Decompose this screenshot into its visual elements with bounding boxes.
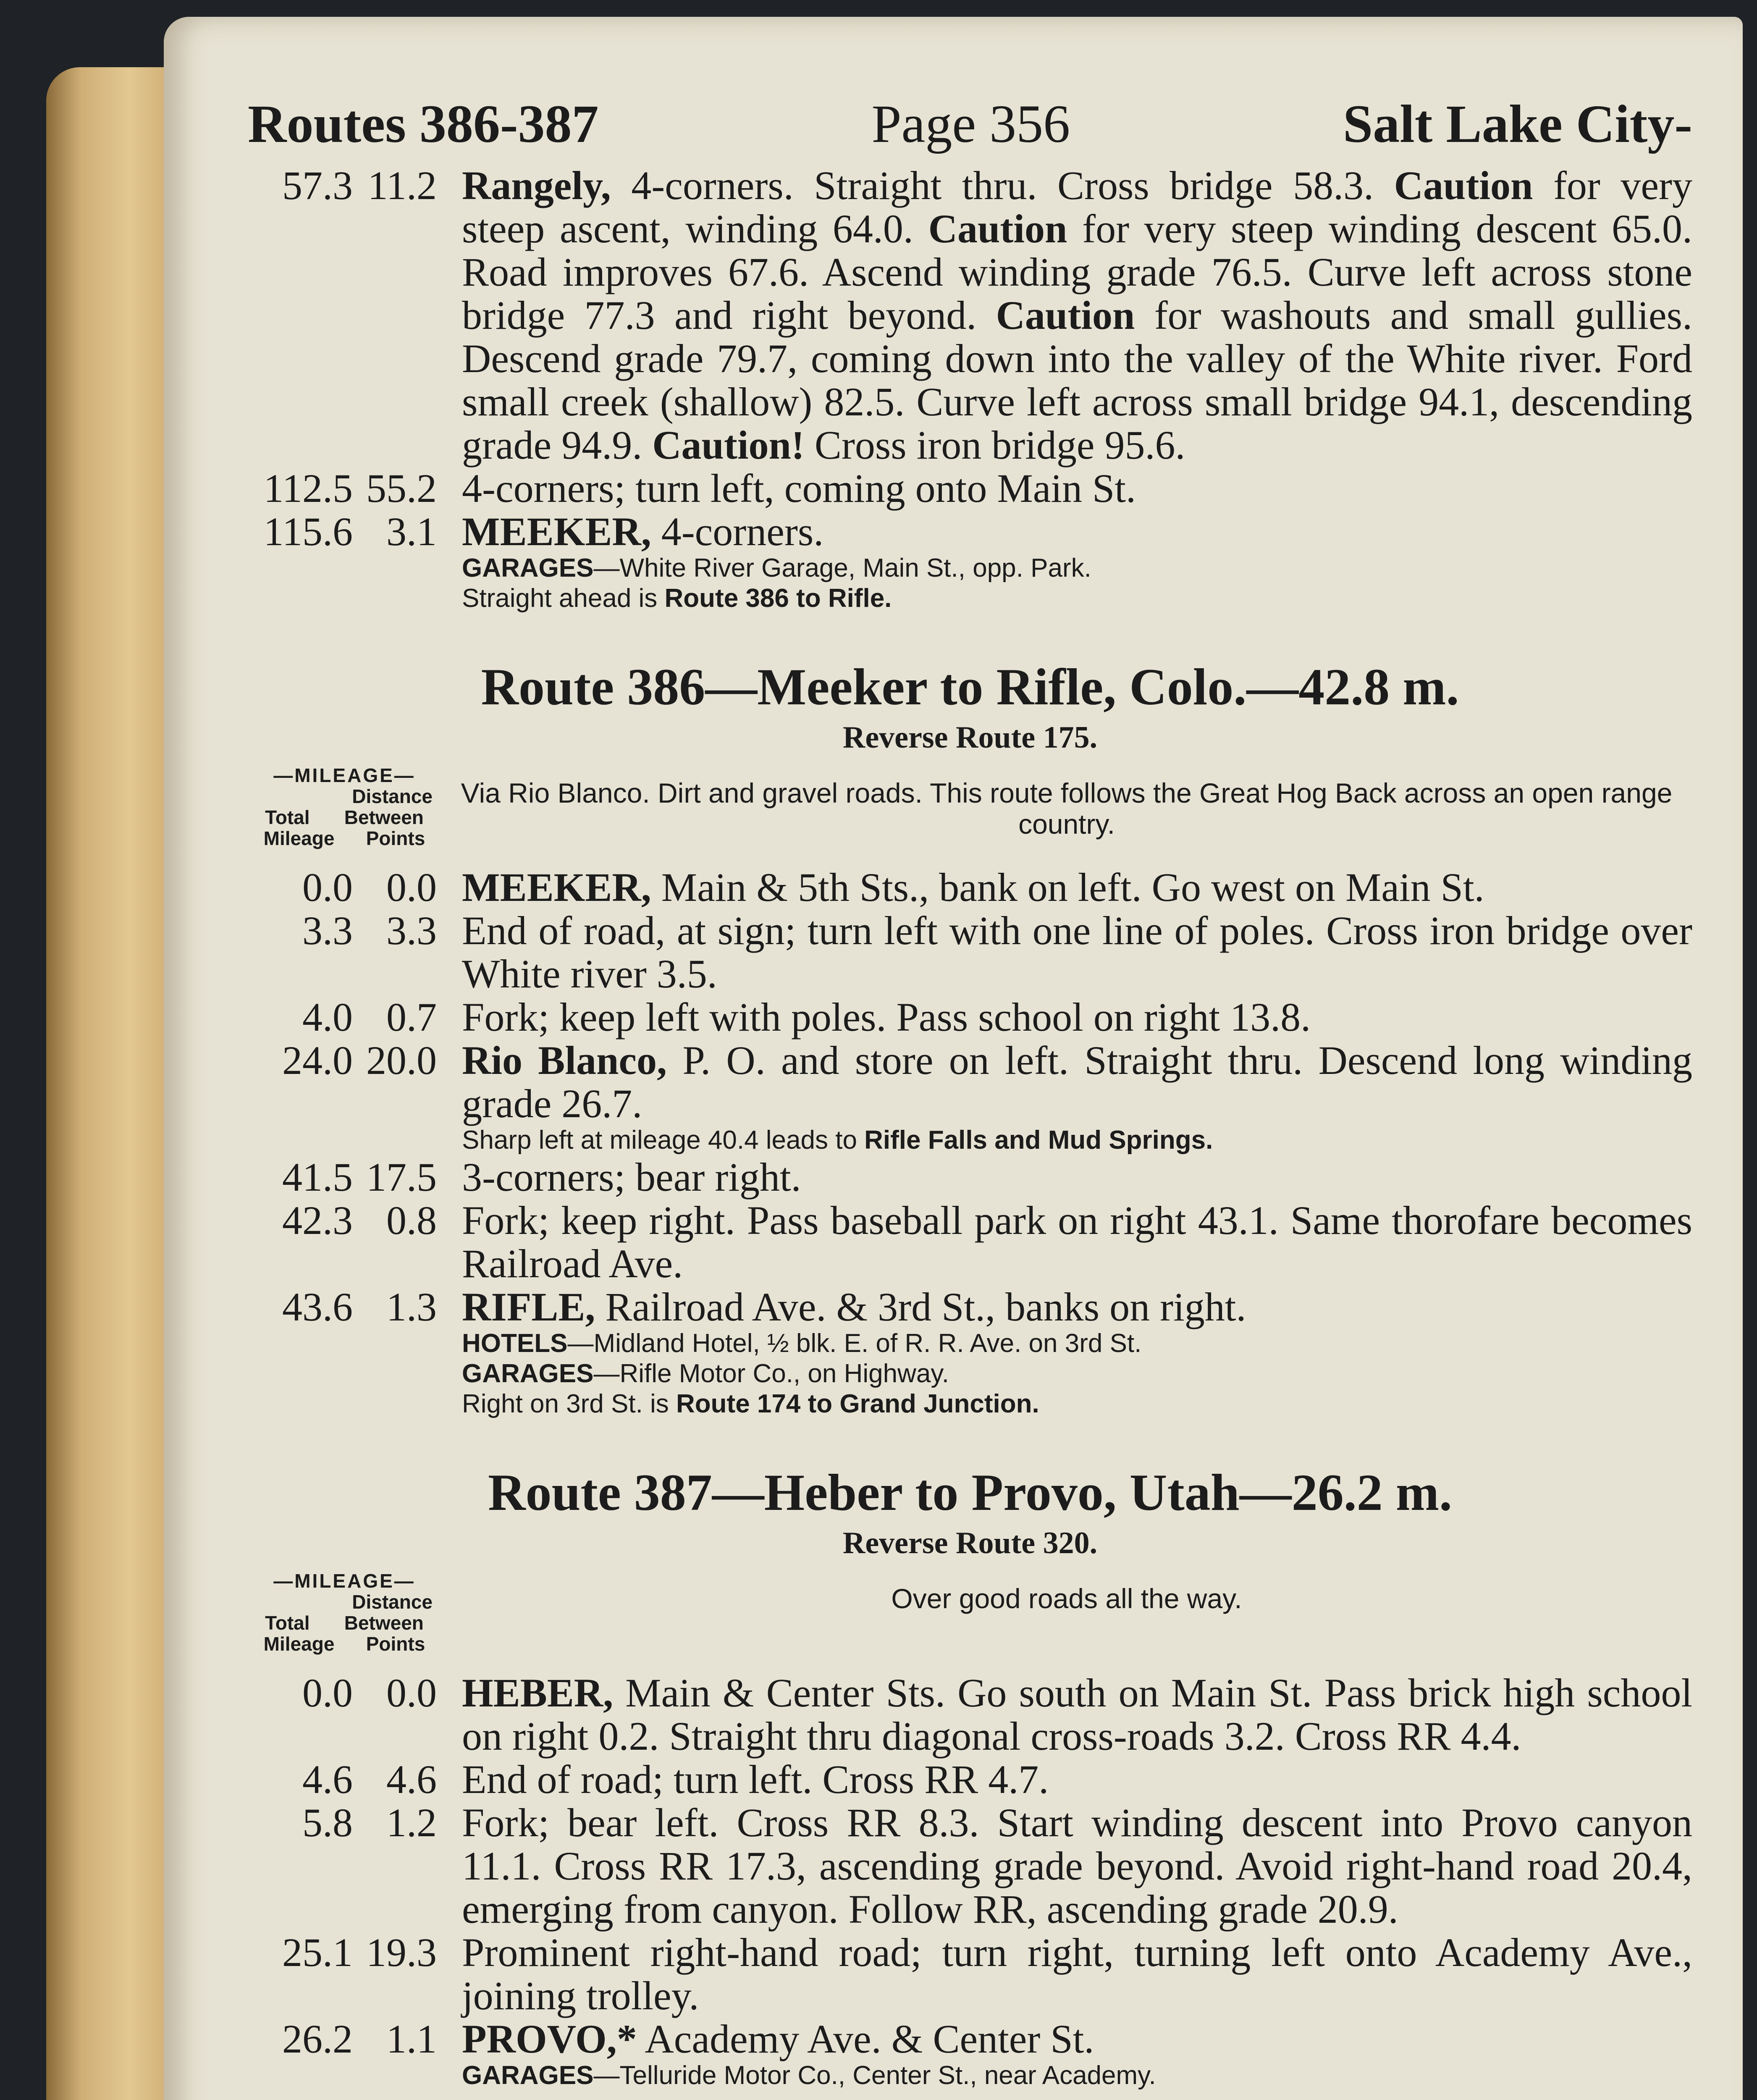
text-run: Academy Ave. & Center St. (637, 2016, 1094, 2061)
direction-text (462, 1758, 1692, 1801)
total-mileage: 25.1 (282, 1930, 353, 1975)
route-387-intro: Over good roads all the way. (891, 1583, 1242, 1614)
mileage-key-mileage: Mileage (263, 1633, 335, 1655)
distance-between: 1.2 (386, 1800, 437, 1845)
text-run: Straight ahead is (462, 584, 665, 613)
route-note (462, 2061, 1692, 2091)
route-entry (248, 909, 1692, 995)
distance-between: 0.8 (386, 1198, 437, 1243)
bold-text: RIFLE, (462, 1284, 595, 1329)
route-entry (248, 2017, 1692, 2061)
total-mileage: 24.0 (282, 1038, 353, 1083)
text-run: Fork; keep left with poles. Pass school on right 13.8. (462, 995, 1311, 1040)
page-content (248, 92, 1692, 2100)
route-387-notes (248, 2061, 1692, 2091)
route-note (462, 583, 1692, 614)
distance-between: 55.2 (366, 466, 437, 511)
text-run: Main & 5th Sts., bank on left. Go west on Main St. (651, 865, 1484, 910)
text-run: Cross iron bridge 95.6. (804, 423, 1185, 467)
mileage-key (248, 1570, 441, 1654)
book-page (164, 17, 1743, 2100)
text-run: 4-corners; turn left, coming onto Main St. (462, 466, 1136, 511)
entry-note (462, 1125, 1692, 1155)
route-entry (248, 1155, 1692, 1199)
route-386-notes (248, 1328, 1692, 1419)
total-mileage: 5.8 (302, 1800, 353, 1845)
total-mileage: 42.3 (282, 1198, 353, 1243)
mileage-key-between: Between (344, 806, 424, 828)
mileage-key-points: Points (366, 1633, 425, 1655)
bold-text: Route 174 to Grand Junction. (676, 1389, 1039, 1418)
total-mileage: 43.6 (282, 1284, 353, 1329)
direction-text (462, 2017, 1692, 2061)
text-run: Main & Center Sts. Go south on Main St. Pass brick high school on right 0.2. Straight thru diagonal cross-roads 3.2. Cross RR 4.4. (462, 1670, 1692, 1759)
distance-between: 0.0 (386, 865, 437, 910)
route-entry (248, 510, 1692, 553)
text-run: Railroad Ave. & 3rd St., banks on right. (595, 1284, 1246, 1329)
total-mileage: 41.5 (282, 1155, 353, 1200)
route-entry (248, 1801, 1692, 1931)
text-run: for very steep ascent, winding 64.0. (462, 163, 1693, 251)
mileage-key-total: Total (265, 1612, 310, 1634)
route-entry (248, 467, 1692, 510)
text-run: End of road; turn left. Cross RR 4.7. (462, 1757, 1049, 1802)
route-entry (248, 1285, 1692, 1328)
bold-text: GARAGES (462, 554, 594, 583)
bold-text: HOTELS (462, 1329, 568, 1358)
total-mileage: 57.3 (282, 163, 353, 208)
page-header (248, 92, 1692, 155)
route-387-mileage-header (248, 1570, 1692, 1654)
total-mileage: 0.0 (302, 865, 353, 910)
mileage-key-points: Points (366, 827, 425, 849)
text-run: for washouts and small gullies. Descend grade 79.7, coming down into the valley of the White river. Ford small creek (shallow) 82.5. Curve left across small bridge 94.1, descending grade 94.9. (462, 293, 1692, 467)
mileage-key-title: —MILEAGE— (273, 764, 415, 786)
bold-text: GARAGES (462, 1359, 594, 1388)
bold-text: Caution (996, 293, 1135, 338)
total-mileage: 0.0 (302, 1670, 353, 1715)
bold-text: GARAGES (462, 2061, 594, 2090)
text-run: 3-corners; bear right. (462, 1155, 801, 1200)
bold-text: Rangely, (462, 163, 611, 208)
direction-text (462, 510, 1692, 553)
text-run: Prominent right-hand road; turn right, turning left onto Academy Ave., joining trolley. (462, 1930, 1692, 2018)
distance-between: 3.3 (386, 908, 437, 953)
direction-text (462, 995, 1692, 1039)
route-386-title: Route 386—Meeker to Rifle, Colo.—42.8 m. (481, 658, 1459, 716)
bold-text: Caution (928, 206, 1067, 251)
direction-text (462, 1671, 1692, 1758)
route-entry (248, 866, 1692, 909)
direction-text (462, 467, 1692, 510)
distance-between: 17.5 (366, 1155, 437, 1200)
header-routes: Routes 386-387 (248, 94, 599, 154)
route-entry (248, 1671, 1692, 1758)
direction-text (462, 1931, 1692, 2017)
text-run: —Telluride Motor Co., Center St., near Academy. (593, 2061, 1156, 2090)
distance-between: 4.6 (386, 1757, 437, 1802)
route-386-reverse: Reverse Route 175. (842, 720, 1098, 755)
route-entry (248, 164, 1692, 467)
route-note (462, 553, 1692, 583)
text-run: P. O. and store on left. Straight thru. Descend long winding grade 26.7. (462, 1038, 1693, 1126)
bold-text: Route 386 to Rifle. (664, 584, 892, 613)
text-run: Sharp left at mileage 40.4 leads to (462, 1126, 865, 1155)
direction-text (462, 909, 1692, 995)
text-run: Fork; bear left. Cross RR 8.3. Start winding descent into Provo canyon 11.1. Cross RR 17.3, ascending grade beyond. Avoid right-hand road 20.4, emerging from canyon. Follow RR, ascending grade 20.9. (462, 1800, 1692, 1932)
bold-text: Rio Blanco, (462, 1038, 667, 1083)
mileage-key-total: Total (265, 806, 310, 828)
mileage-key-distance: Distance (352, 1591, 433, 1613)
route-387-entries (248, 1671, 1692, 2061)
route-386-intro: Via Rio Blanco. Dirt and gravel roads. This route follows the Great Hog Back across an open range country. (461, 777, 1673, 840)
direction-text (462, 1285, 1692, 1328)
distance-between: 20.0 (366, 1038, 437, 1083)
route-entry (248, 1758, 1692, 1801)
total-mileage: 115.6 (263, 509, 353, 554)
distance-between: 11.2 (367, 163, 437, 208)
previous-route-entries (248, 164, 1692, 553)
route-entry (248, 1039, 1692, 1125)
distance-between: 0.7 (386, 995, 437, 1040)
direction-text (462, 1199, 1692, 1285)
route-note (462, 1359, 1692, 1389)
bold-text: MEEKER, (462, 865, 651, 910)
bold-text: PROVO,* (462, 2016, 637, 2061)
bold-text: MEEKER, (462, 509, 651, 554)
total-mileage: 112.5 (263, 466, 353, 511)
previous-route-notes (248, 553, 1692, 614)
distance-between: 0.0 (386, 1670, 437, 1715)
route-386-mileage-header (248, 765, 1692, 849)
route-note (462, 1328, 1692, 1359)
bold-text: HEBER, (462, 1670, 614, 1715)
text-run: End of road, at sign; turn left with one line of poles. Cross iron bridge over White river 3.5. (462, 908, 1692, 996)
distance-between: 19.3 (366, 1930, 437, 1975)
text-run: —Rifle Motor Co., on Highway. (593, 1359, 949, 1388)
direction-text (462, 1801, 1692, 1931)
header-city: Salt Lake City- (1343, 94, 1692, 154)
direction-text (462, 866, 1692, 909)
total-mileage: 26.2 (282, 2016, 353, 2061)
text-run: —White River Garage, Main St., opp. Park. (593, 554, 1091, 583)
text-run: Right on 3rd St. is (462, 1389, 677, 1418)
route-386-entries (248, 866, 1692, 1328)
distance-between: 1.3 (386, 1284, 437, 1329)
text-run: Fork; keep right. Pass baseball park on right 43.1. Same thorofare becomes Railroad Ave. (462, 1198, 1692, 1286)
route-387-title: Route 387—Heber to Provo, Utah—26.2 m. (488, 1464, 1453, 1521)
text-run: 4-corners. (651, 509, 824, 554)
direction-text (462, 1039, 1692, 1125)
direction-text (462, 164, 1692, 467)
mileage-key-title: —MILEAGE— (273, 1570, 415, 1592)
text-run: for very steep winding descent 65.0. Road improves 67.6. Ascend winding grade 76.5. Curve left across stone bridge 77.3 and right beyond. (462, 206, 1693, 338)
bold-text: Caution! (652, 423, 805, 467)
distance-between: 1.1 (386, 2016, 437, 2061)
route-387-reverse: Reverse Route 320. (842, 1526, 1098, 1560)
text-run: 4-corners. Straight thru. Cross bridge 58.3. (611, 163, 1394, 208)
total-mileage: 4.6 (302, 1757, 353, 1802)
bold-text: Rifle Falls and Mud Springs. (864, 1126, 1213, 1155)
bold-text: Caution (1394, 163, 1533, 208)
mileage-key (248, 765, 441, 849)
route-entry (248, 1199, 1692, 1285)
mileage-key-mileage: Mileage (263, 827, 335, 849)
total-mileage: 4.0 (302, 995, 353, 1040)
header-page-number: Page 356 (871, 94, 1070, 154)
mileage-key-distance: Distance (352, 785, 433, 807)
route-entry (248, 995, 1692, 1039)
text-run: —Midland Hotel, ½ blk. E. of R. R. Ave. on 3rd St. (567, 1329, 1142, 1358)
route-entry (248, 1931, 1692, 2017)
route-note (462, 1389, 1692, 1419)
direction-text (462, 1155, 1692, 1199)
mileage-key-between: Between (344, 1612, 424, 1634)
distance-between: 3.1 (386, 509, 437, 554)
total-mileage: 3.3 (302, 908, 353, 953)
